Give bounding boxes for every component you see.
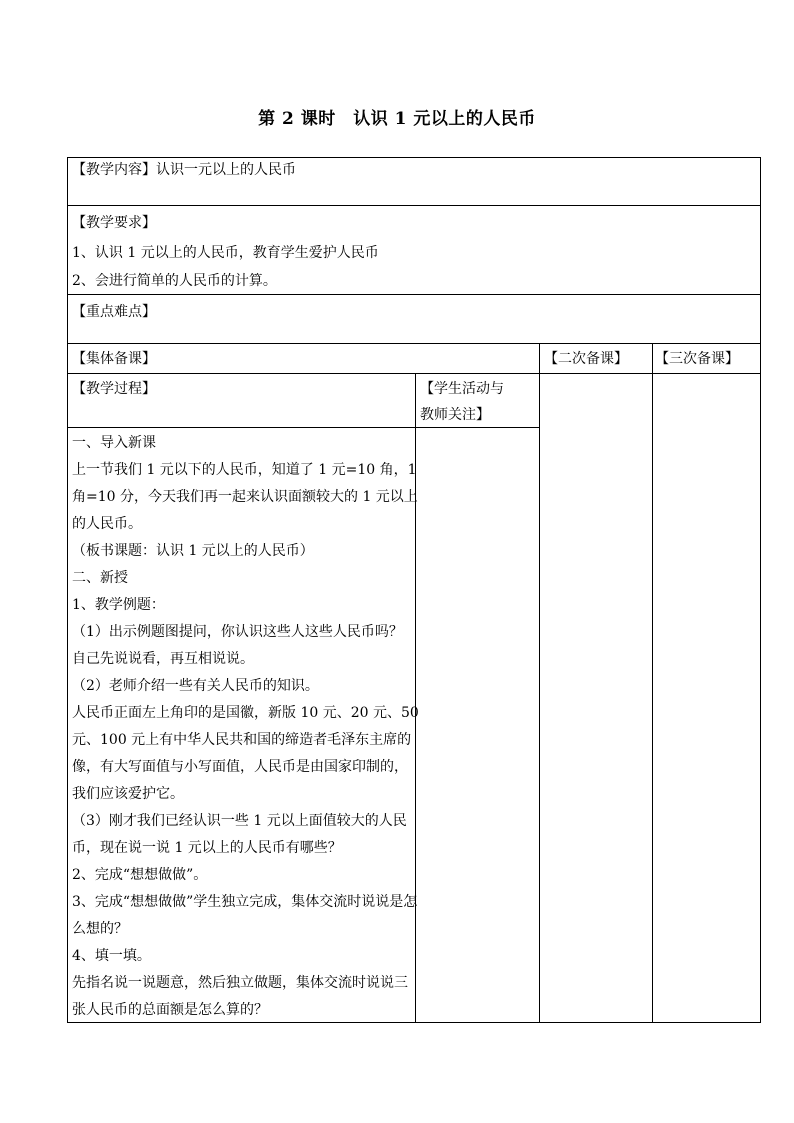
- process-line: 元、100 元上有中华人民共和国的缔造者毛泽东主席的: [72, 732, 412, 748]
- process-line: 张人民币的总面额是怎么算的？: [72, 1002, 268, 1018]
- process-line: （3）刚才我们已经认识一些 1 元以上面值较大的人民: [72, 813, 407, 829]
- table-rule: [67, 157, 761, 158]
- process-line: 二、新授: [72, 570, 128, 586]
- process-line: （1）出示例题图提问，你认识这些人这些人民币吗？: [72, 624, 403, 640]
- teaching-content: 【教学内容】认识一元以上的人民币: [72, 162, 296, 178]
- table-rule: [67, 1022, 761, 1023]
- process-line: 角=10 分，今天我们再一起来认识面额较大的 1 元以上: [72, 489, 418, 505]
- page-title: 第 2 课时 认识 1 元以上的人民币: [258, 109, 536, 129]
- lesson-plan-table: [67, 157, 761, 1023]
- second-prep-header: 【二次备课】: [544, 351, 628, 367]
- process-line: 1、教学例题：: [72, 597, 165, 613]
- process-line: 一、导入新课: [72, 435, 156, 451]
- process-line: 上一节我们 1 元以下的人民币，知道了 1 元=10 角，1: [72, 462, 417, 478]
- process-line: 3、完成“想想做做”学生独立完成，集体交流时说说是怎: [72, 894, 418, 910]
- table-rule: [67, 427, 539, 428]
- key-points-header: 【重点难点】: [72, 304, 156, 320]
- process-line: 2、完成“想想做做”。: [72, 867, 208, 883]
- process-line: 4、填一填。: [72, 948, 151, 964]
- process-line: 自己先说说看，再互相说说。: [72, 651, 254, 667]
- requirement-item: 1、认识 1 元以上的人民币，教育学生爱护人民币: [72, 245, 379, 261]
- process-line: 的人民币。: [72, 516, 142, 532]
- requirement-item: 2、会进行简单的人民币的计算。: [72, 273, 277, 289]
- process-line: （板书课题：认识 1 元以上的人民币）: [72, 543, 314, 559]
- table-rule: [652, 343, 653, 1023]
- table-rule: [67, 157, 68, 1023]
- process-line: 我们应该爱护它。: [72, 786, 184, 802]
- student-activity-header: 【学生活动与: [420, 381, 504, 397]
- teaching-process-header: 【教学过程】: [72, 381, 156, 397]
- table-rule: [539, 343, 540, 1023]
- table-rule: [67, 205, 761, 206]
- process-line: 币，现在说一说 1 元以上的人民币有哪些？: [72, 840, 342, 856]
- process-line: 么想的？: [72, 921, 128, 937]
- table-rule: [67, 373, 761, 374]
- requirements-header: 【教学要求】: [72, 215, 156, 231]
- table-rule: [67, 343, 761, 344]
- collective-prep-header: 【集体备课】: [72, 351, 156, 367]
- student-activity-header: 教师关注】: [420, 407, 490, 423]
- process-line: （2）老师介绍一些有关人民币的知识。: [72, 678, 319, 694]
- third-prep-header: 【三次备课】: [655, 351, 739, 367]
- process-line: 先指名说一说题意，然后独立做题，集体交流时说说三: [72, 975, 408, 991]
- process-line: 像，有大写面值与小写面值，人民币是由国家印制的，: [72, 759, 408, 775]
- table-rule: [67, 294, 761, 295]
- table-rule: [760, 157, 761, 1023]
- process-line: 人民币正面左上角印的是国徽，新版 10 元、20 元、50: [72, 705, 419, 721]
